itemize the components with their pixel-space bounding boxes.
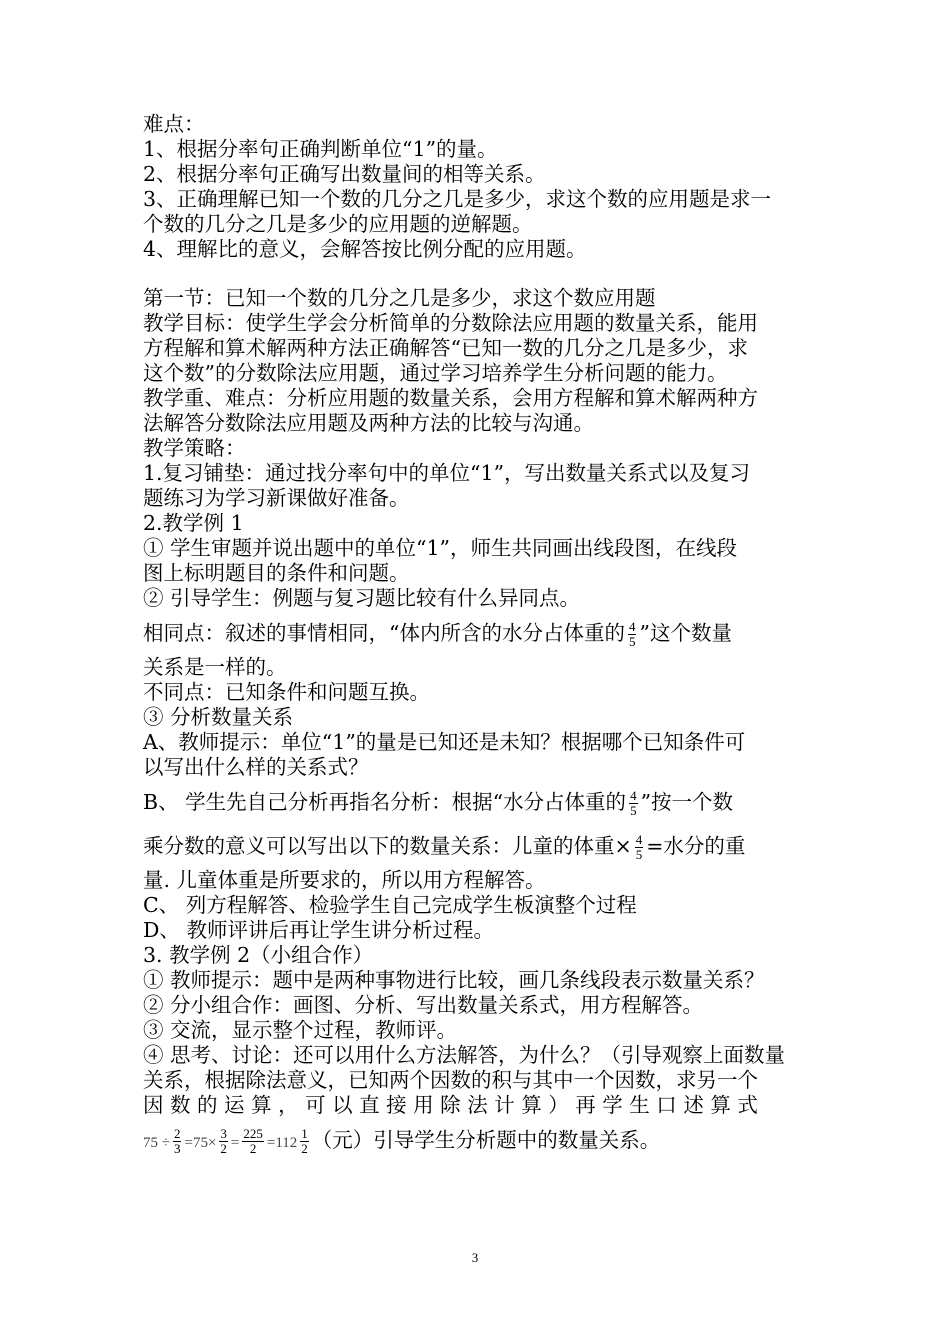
fraction-numerator: 2 <box>173 1126 181 1141</box>
same-point-text: 相同点：叙述的事情相同，“体内所含的水分占体重的 <box>143 621 625 645</box>
analysis-c-line: C、 列方程解答、检验学生自己完成学生板演整个过程 <box>143 893 637 917</box>
formula-fraction <box>242 1127 264 1156</box>
analysis-b-text: B、 学生先自己分析再指名分析：根据“水分占体重的 <box>143 790 627 814</box>
step3-item: ③ 交流，显示整个过程，教师评。 <box>143 1018 458 1042</box>
same-point-continued: 关系是一样的。 <box>143 655 287 679</box>
teaching-goal-line: 方程解和算术解两种方法正确解答“已知一数的几分之几是多少，求 <box>143 336 748 360</box>
step2-a-line: ① 学生审题并说出题中的单位“1”，师生共同画出线段图，在线段 <box>143 536 738 560</box>
analysis-b-line-3: 量. 儿童体重是所要求的，所以用方程解答。 <box>143 868 546 892</box>
fraction-denominator: 2 <box>249 1141 257 1156</box>
fraction-denominator: 2 <box>220 1141 227 1156</box>
analysis-d-line: D、 教师评讲后再让学生讲分析过程。 <box>143 918 494 942</box>
fraction-denominator: 5 <box>635 847 643 862</box>
key-point-line: 教学重、难点：分析应用题的数量关系，会用方程解和算术解两种方 <box>143 386 758 410</box>
page-number: 3 <box>471 1250 479 1265</box>
fraction-denominator: 5 <box>628 634 636 649</box>
analysis-a-line: A、教师提示：单位“1”的量是已知还是未知？根据哪个已知条件可 <box>143 730 746 754</box>
analysis-b2-text-end: =水分的重 <box>646 834 746 858</box>
fraction-denominator: 3 <box>173 1141 181 1156</box>
analysis-a-line: 以写出什么样的关系式？ <box>143 755 369 779</box>
step2-c-line: ③ 分析数量关系 <box>143 705 294 729</box>
analysis-b2-text: 乘分数的意义可以写出以下的数量关系：儿童的体重× <box>143 834 632 858</box>
section-title: 第一节：已知一个数的几分之几是多少，求这个数应用题 <box>143 286 656 310</box>
fraction-numerator: 4 <box>628 619 636 634</box>
formula-part: 75 ÷ <box>143 1135 170 1151</box>
difficulty-item: 个数的几分之几是多少的应用题的逆解题。 <box>143 212 533 236</box>
step1-line: 题练习为学习新课做好准备。 <box>143 486 410 510</box>
difficulty-item: 2、根据分率句正确写出数量间的相等关系。 <box>143 162 546 186</box>
fraction-numerator: 4 <box>630 788 637 803</box>
formula-tail-text: （元）引导学生分析题中的数量关系。 <box>311 1128 661 1152</box>
step2-b-line: ② 引导学生：例题与复习题比较有什么异同点。 <box>143 586 581 610</box>
teaching-goal-line: 这个数”的分数除法应用题，通过学习培养学生分析问题的能力。 <box>143 361 728 385</box>
step3-item: ② 分小组合作：画图、分析、写出数量关系式，用方程解答。 <box>143 993 704 1017</box>
fraction-numerator: 4 <box>635 832 643 847</box>
same-point-text-end: ”这个数量 <box>639 621 732 645</box>
key-point-line: 法解答分数除法应用题及两种方法的比较与沟通。 <box>143 411 594 435</box>
analysis-b-line-2 <box>143 824 809 868</box>
strategy-heading: 教学策略： <box>143 436 246 460</box>
difficulty-item: 3、正确理解已知一个数的几分之几是多少，求这个数的应用题是求一 <box>143 187 772 211</box>
step3-item: ① 教师提示：题中是两种事物进行比较，画几条线段表示数量关系？ <box>143 968 765 992</box>
fraction-numerator: 3 <box>220 1126 227 1141</box>
step2-heading: 2.教学例 1 <box>143 511 244 535</box>
formula-fraction <box>219 1127 228 1156</box>
step2-a-line: 图上标明题目的条件和问题。 <box>143 561 410 585</box>
formula-part: =112 <box>266 1135 298 1151</box>
document-page <box>143 112 809 1162</box>
teaching-goal-line: 教学目标：使学生学会分析简单的分数除法应用题的数量关系，能用 <box>143 311 758 335</box>
formula-part: =75× <box>184 1135 217 1151</box>
formula-line <box>143 1118 809 1162</box>
fraction-four-fifths <box>629 789 638 818</box>
same-point-line <box>143 611 809 655</box>
difficulty-item: 1、根据分率句正确判断单位“1”的量。 <box>143 137 498 161</box>
analysis-b-text-end: ”按一个数 <box>640 790 734 814</box>
different-point-line: 不同点：已知条件和问题互换。 <box>143 680 430 704</box>
analysis-b-line <box>143 780 809 824</box>
step3-item: ④ 思考、讨论：还可以用什么方法解答，为什么？（引导观察上面数量 <box>143 1043 786 1067</box>
fraction-denominator: 2 <box>301 1141 308 1156</box>
difficulty-heading: 难点： <box>143 112 205 136</box>
step3-spread-line: 因 数 的 运 算 ， 可 以 直 接 用 除 法 计 算 ） 再 学 生 口 述 算 式 <box>143 1093 758 1117</box>
step3-heading: 3. 教学例 2（小组合作） <box>143 943 374 967</box>
formula-fraction <box>173 1127 182 1156</box>
formula-fraction <box>300 1127 309 1156</box>
step1-line: 1.复习铺垫：通过找分率句中的单位“1”，写出数量关系式以及复习 <box>143 461 751 485</box>
formula-part: = <box>230 1135 240 1151</box>
fraction-numerator: 225 <box>243 1126 263 1141</box>
fraction-four-fifths <box>635 833 644 862</box>
step3-item: 关系，根据除法意义，已知两个因数的积与其中一个因数，求另一个 <box>143 1068 758 1092</box>
fraction-four-fifths <box>628 620 637 649</box>
difficulty-item: 4、理解比的意义，会解答按比例分配的应用题。 <box>143 237 587 261</box>
fraction-denominator: 5 <box>630 803 637 818</box>
fraction-numerator: 1 <box>301 1126 308 1141</box>
paragraph-gap <box>143 262 809 286</box>
